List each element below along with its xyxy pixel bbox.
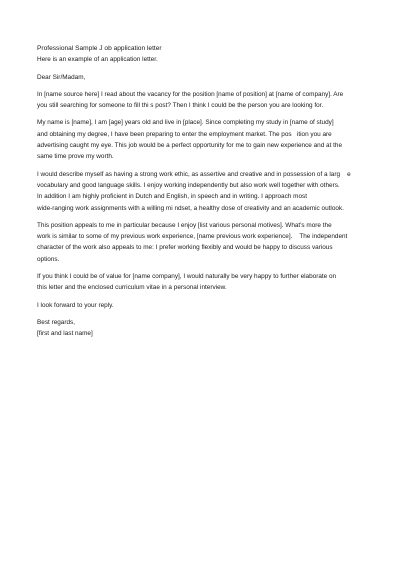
paragraph-line: work is similar to some of my previous work experience, [name previous work experience]. The independent bbox=[37, 233, 348, 241]
paragraph-line: wide-ranging work assignments with a willing mi ndset, a healthy dose of creativity and an academic outlook. bbox=[37, 204, 344, 212]
salutation: Dear Sir/Madam, bbox=[37, 73, 86, 81]
paragraph-line: advertising caught my eye. This job would be a perfect opportunity for me to gain new experience and at the bbox=[37, 142, 343, 150]
paragraph-line: In [name source here] I read about the vacancy for the position [name of position] at [name of company]. Are bbox=[37, 90, 344, 98]
paragraph-line: and obtaining my degree, I have been preparing to enter the employment market. The pos ition you are bbox=[37, 130, 332, 138]
paragraph-line: In addition I am highly proficient in Dutch and English, in speech and in writing. I approach most bbox=[37, 193, 307, 201]
paragraph-line: My name is [name], I am [age] years old and live in [place]. Since completing my study in [name of study] bbox=[37, 119, 334, 127]
closing-line: I look forward to your reply. bbox=[37, 301, 114, 309]
paragraph-introduction bbox=[37, 117, 367, 162]
paragraph-line: same time prove my worth. bbox=[37, 153, 114, 161]
document-title: Professional Sample J ob application letter bbox=[37, 45, 162, 52]
paragraph-line: you still searching for someone to fill thi s post? Then I think I could be the person you are looking for. bbox=[37, 102, 324, 110]
sign-off: Best regards, bbox=[37, 318, 76, 326]
paragraph-line: I would describe myself as having a strong work ethic, as assertive and creative and in possession of a larg e bbox=[37, 170, 351, 178]
paragraph-interview bbox=[37, 271, 367, 294]
paragraph-line: If you think I could be of value for [name company], I would naturally be very happy to further elaborate on bbox=[37, 273, 337, 281]
paragraph-line: character of the work also appeals to me: I prefer working flexibly and would be happy to discuss various bbox=[37, 244, 333, 252]
paragraph-skills bbox=[37, 169, 367, 214]
paragraph-line: options. bbox=[37, 255, 60, 263]
signature-placeholder: [first and last name] bbox=[37, 330, 93, 338]
paragraph-vacancy bbox=[37, 89, 367, 112]
letter-body bbox=[37, 43, 367, 340]
paragraph-line: This position appeals to me in particular because I enjoy [list various personal motives]. What's more the bbox=[37, 221, 332, 229]
paragraph-motivation bbox=[37, 220, 367, 265]
paragraph-line: this letter and the enclosed curriculum vitae in a personal interview. bbox=[37, 284, 227, 292]
paragraph-line: vocabulary and good language skills. I enjoy working independently but also work well together with others. bbox=[37, 181, 340, 189]
intro-line: Here is an example of an application letter. bbox=[37, 56, 158, 64]
